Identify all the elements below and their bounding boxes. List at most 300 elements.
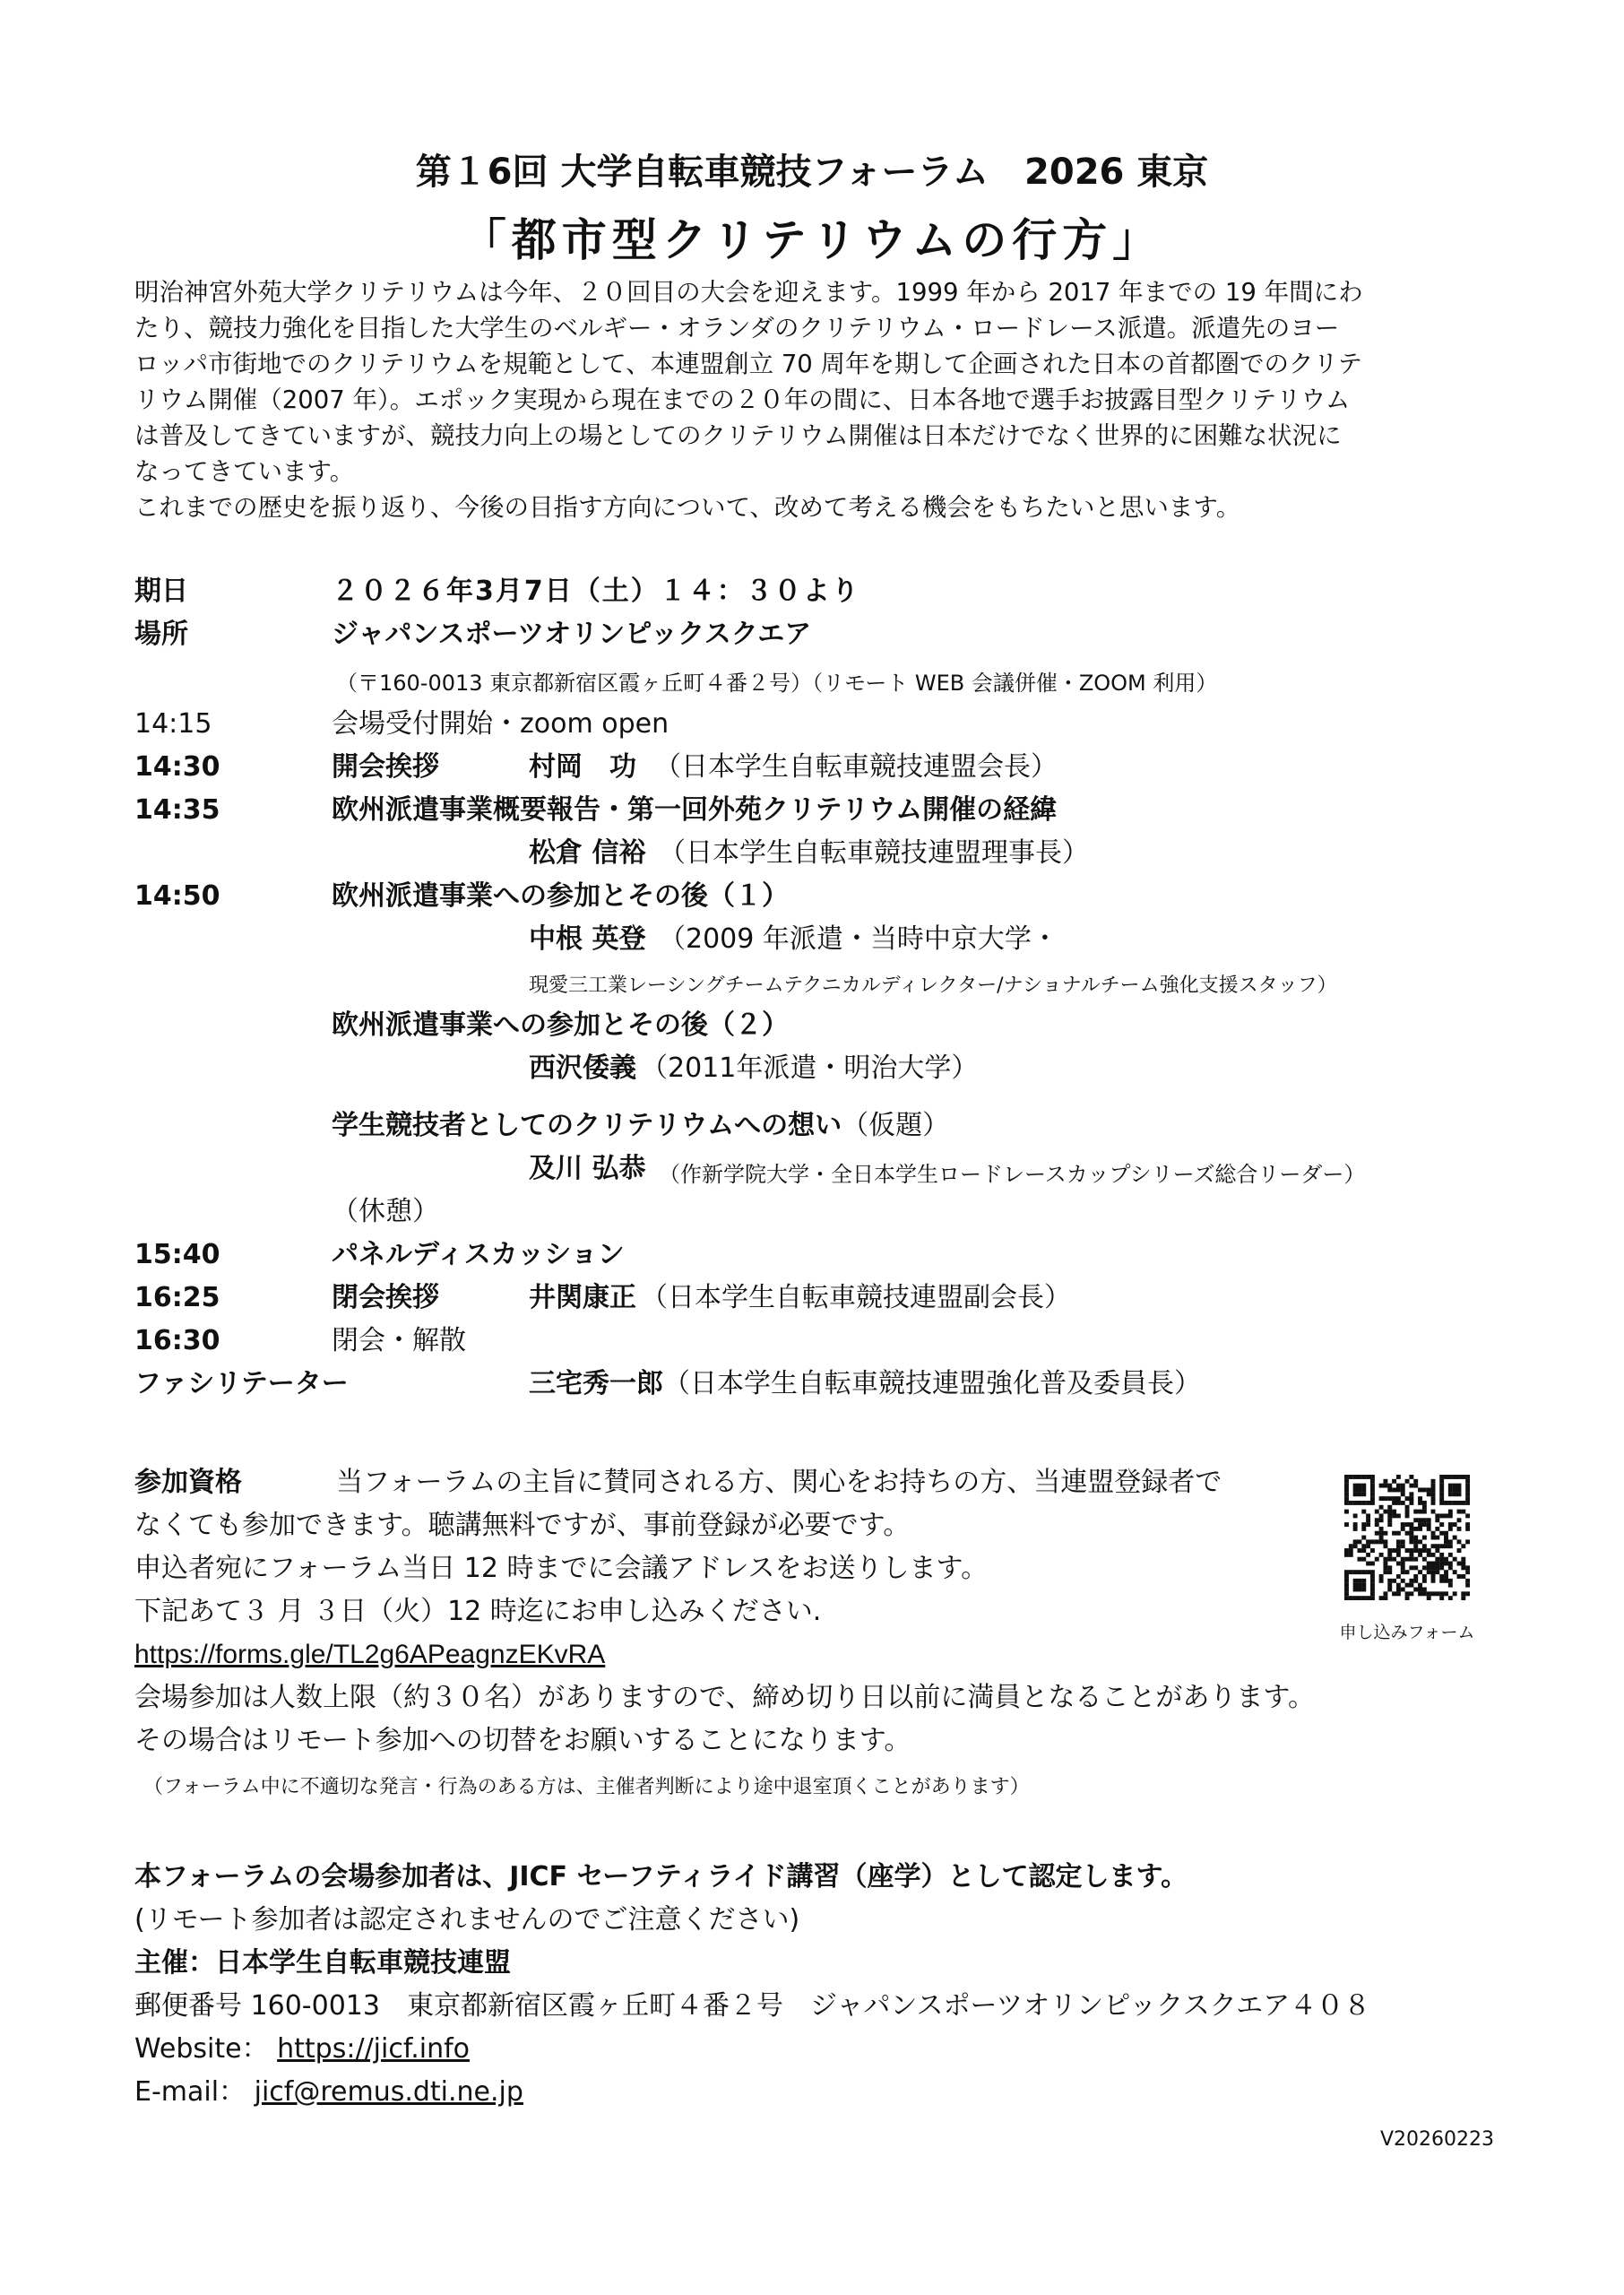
qr-module — [1383, 1570, 1387, 1574]
qr-module — [1361, 1596, 1366, 1600]
website-label: Website： — [134, 2033, 269, 2065]
qr-module — [1453, 1557, 1457, 1562]
qr-module — [1370, 1596, 1375, 1600]
qr-module — [1409, 1531, 1413, 1536]
qr-module — [1461, 1591, 1465, 1596]
qr-module — [1439, 1479, 1444, 1484]
qr-module — [1439, 1553, 1444, 1557]
qr-module — [1353, 1588, 1358, 1592]
qr-module — [1461, 1475, 1465, 1479]
qr-module — [1379, 1539, 1384, 1544]
qr-module — [1344, 1496, 1349, 1501]
qr-module — [1453, 1591, 1457, 1596]
qr-module — [1387, 1505, 1392, 1510]
qr-module — [1409, 1522, 1413, 1527]
qr-module — [1448, 1539, 1453, 1544]
qr-module — [1366, 1513, 1370, 1518]
qr-module — [1439, 1565, 1444, 1570]
qr-module — [1409, 1527, 1413, 1531]
qr-module — [1413, 1548, 1418, 1553]
qr-module — [1379, 1513, 1384, 1518]
speaker-role: （日本学生自転車競技連盟理事長） — [659, 837, 1089, 869]
qr-module — [1427, 1565, 1431, 1570]
qr-module — [1409, 1591, 1413, 1596]
qr-module — [1344, 1487, 1349, 1492]
qr-module — [1405, 1496, 1410, 1501]
qr-module — [1353, 1570, 1358, 1574]
qr-module — [1448, 1484, 1453, 1488]
qr-module — [1392, 1548, 1396, 1553]
qr-module — [1357, 1492, 1361, 1496]
qr-module — [1427, 1487, 1431, 1492]
form-link[interactable]: https://forms.gle/TL2g6APeagnzEKvRA — [134, 1640, 606, 1669]
forum-title: 第１6回 大学自転車競技フォーラム 2026 東京 — [415, 152, 1209, 193]
qr-module — [1349, 1548, 1353, 1553]
participation-line: その場合はリモート参加への切替をお願いすることになります。 — [134, 1725, 911, 1756]
qr-module — [1422, 1579, 1427, 1583]
qr-module — [1439, 1531, 1444, 1536]
qr-module — [1392, 1496, 1396, 1501]
qr-module — [1344, 1570, 1349, 1574]
qr-module — [1361, 1570, 1366, 1574]
qr-module — [1361, 1583, 1366, 1588]
qr-module — [1448, 1565, 1453, 1570]
qr-module — [1401, 1501, 1405, 1505]
qr-module — [1435, 1518, 1439, 1522]
qr-module — [1353, 1484, 1358, 1488]
qr-module — [1370, 1570, 1375, 1574]
qr-module — [1422, 1557, 1427, 1562]
qr-module — [1413, 1574, 1418, 1579]
qr-module — [1361, 1544, 1366, 1548]
qr-module — [1409, 1557, 1413, 1562]
qr-module — [1465, 1513, 1470, 1518]
time-1630: 16:30 — [134, 1325, 220, 1356]
qr-module — [1357, 1579, 1361, 1583]
qr-module — [1435, 1548, 1439, 1553]
qr-module — [1396, 1591, 1401, 1596]
qr-module — [1461, 1562, 1465, 1566]
qr-module — [1431, 1574, 1436, 1579]
qr-module — [1344, 1484, 1349, 1488]
qr-module — [1439, 1487, 1444, 1492]
qr-module — [1465, 1479, 1470, 1484]
qr-module — [1357, 1583, 1361, 1588]
qr-module — [1383, 1591, 1387, 1596]
qr-module — [1366, 1562, 1370, 1566]
qr-module — [1387, 1513, 1392, 1518]
qr-module — [1413, 1479, 1418, 1484]
qr-module — [1375, 1539, 1379, 1544]
qr-module — [1396, 1496, 1401, 1501]
speaker-role-cont: 現愛三工業レーシングチームテクニカルディレクター/ナショナルチーム強化支援スタッフ） — [529, 974, 1337, 997]
qr-module — [1357, 1557, 1361, 1562]
qr-module — [1405, 1570, 1410, 1574]
qr-module — [1379, 1579, 1384, 1583]
qr-module — [1366, 1596, 1370, 1600]
qr-module — [1409, 1539, 1413, 1544]
qr-module — [1431, 1531, 1436, 1536]
qr-module — [1418, 1570, 1422, 1574]
qr-module — [1413, 1527, 1418, 1531]
qr-module — [1457, 1574, 1462, 1579]
qr-module — [1375, 1522, 1379, 1527]
qr-module — [1392, 1557, 1396, 1562]
qr-module — [1366, 1522, 1370, 1527]
qr-module — [1413, 1484, 1418, 1488]
qr-module — [1431, 1487, 1436, 1492]
facilitator-role: （日本学生自転車競技連盟強化普及委員長） — [663, 1368, 1201, 1399]
qr-module — [1413, 1536, 1418, 1540]
qr-module — [1453, 1536, 1457, 1540]
qr-module — [1465, 1475, 1470, 1479]
time-1450: 14:50 — [134, 880, 220, 912]
qr-module — [1427, 1548, 1431, 1553]
qr-module — [1448, 1487, 1453, 1492]
qr-module — [1379, 1518, 1384, 1522]
qr-module — [1383, 1565, 1387, 1570]
opening-label: 開会挨拶 — [332, 751, 439, 783]
qr-module — [1427, 1596, 1431, 1600]
speaker-name: 松倉 信裕 — [529, 837, 646, 869]
qr-module — [1465, 1565, 1470, 1570]
place-value: ジャパンスポーツオリンピックスクエア — [332, 619, 812, 650]
qr-module — [1353, 1579, 1358, 1583]
qr-module — [1375, 1531, 1379, 1536]
qr-module — [1379, 1574, 1384, 1579]
qr-module — [1396, 1553, 1401, 1557]
qr-module — [1431, 1536, 1436, 1540]
qr-module — [1427, 1553, 1431, 1557]
qr-module — [1396, 1487, 1401, 1492]
qr-module — [1370, 1479, 1375, 1484]
qr-module — [1448, 1501, 1453, 1505]
qr-module — [1465, 1527, 1470, 1531]
qr-module — [1461, 1557, 1465, 1562]
reception-text: 会場受付開始・zoom open — [332, 708, 669, 740]
version-code: V20260223 — [1380, 2128, 1495, 2151]
qr-module — [1431, 1562, 1436, 1566]
qr-module — [1427, 1492, 1431, 1496]
qr-module — [1461, 1574, 1465, 1579]
qr-module — [1401, 1492, 1405, 1496]
session-title: 欧州派遣事業への参加とその後（１） — [332, 880, 789, 912]
qr-module — [1453, 1487, 1457, 1492]
qr-module — [1383, 1510, 1387, 1514]
qr-module — [1453, 1522, 1457, 1527]
intro-line: リウム開催（2007 年）。エポック実現から現在までの２０年の間に、日本各地で選手お披露目型クリテリウム — [134, 385, 1351, 414]
qr-module — [1439, 1574, 1444, 1579]
session-title: 学生競技者としてのクリテリウムへの想い — [332, 1110, 842, 1141]
qr-module — [1401, 1544, 1405, 1548]
qr-module — [1448, 1544, 1453, 1548]
qr-module — [1344, 1522, 1349, 1527]
qr-module — [1418, 1510, 1422, 1514]
qr-module — [1405, 1513, 1410, 1518]
email-label: E-mail： — [134, 2076, 246, 2108]
qr-module — [1427, 1570, 1431, 1574]
qr-module — [1431, 1553, 1436, 1557]
qr-module — [1353, 1544, 1358, 1548]
qr-module — [1444, 1557, 1448, 1562]
qr-module — [1401, 1527, 1405, 1531]
qr-module — [1448, 1510, 1453, 1514]
date-value: ２０２６年3月7日（土）１４：３０より — [332, 576, 860, 607]
qr-module — [1439, 1591, 1444, 1596]
qr-module — [1401, 1557, 1405, 1562]
qr-module — [1461, 1596, 1465, 1600]
qr-module — [1361, 1548, 1366, 1553]
qr-module — [1366, 1544, 1370, 1548]
qr-module — [1383, 1557, 1387, 1562]
qr-module — [1401, 1522, 1405, 1527]
qr-module — [1349, 1596, 1353, 1600]
qr-module — [1370, 1579, 1375, 1583]
qr-module — [1435, 1513, 1439, 1518]
qr-module — [1353, 1475, 1358, 1479]
qr-module — [1357, 1539, 1361, 1544]
qr-module — [1422, 1548, 1427, 1553]
qr-module — [1465, 1501, 1470, 1505]
facilitator-name: 三宅秀一郎 — [529, 1368, 663, 1399]
qr-module — [1379, 1553, 1384, 1557]
qr-module — [1379, 1536, 1384, 1540]
qr-module — [1366, 1553, 1370, 1557]
qr-module — [1396, 1562, 1401, 1566]
qr-module — [1392, 1579, 1396, 1583]
qr-module — [1344, 1553, 1349, 1557]
qr-module — [1413, 1510, 1418, 1514]
qr-module — [1418, 1501, 1422, 1505]
qr-module — [1427, 1518, 1431, 1522]
qr-module — [1418, 1527, 1422, 1531]
qr-module — [1361, 1522, 1366, 1527]
qr-module — [1387, 1557, 1392, 1562]
qr-module — [1431, 1570, 1436, 1574]
qr-module — [1448, 1553, 1453, 1557]
qr-module — [1370, 1492, 1375, 1496]
qr-module — [1361, 1492, 1366, 1496]
qr-module — [1435, 1562, 1439, 1566]
qr-module — [1353, 1522, 1358, 1527]
qr-module — [1409, 1501, 1413, 1505]
qr-module — [1361, 1579, 1366, 1583]
time-1415: 14:15 — [134, 708, 212, 740]
qr-module — [1439, 1475, 1444, 1479]
qr-module — [1349, 1544, 1353, 1548]
session-note: （仮題） — [842, 1110, 950, 1141]
speaker-name: 中根 英登 — [529, 923, 646, 955]
qr-module — [1431, 1579, 1436, 1583]
qr-module — [1444, 1539, 1448, 1544]
qr-module — [1405, 1596, 1410, 1600]
qr-module — [1344, 1475, 1349, 1479]
qr-module — [1405, 1505, 1410, 1510]
qr-module — [1392, 1591, 1396, 1596]
qr-module — [1396, 1583, 1401, 1588]
qr-module — [1431, 1484, 1436, 1488]
qr-module — [1405, 1510, 1410, 1514]
qr-module — [1418, 1487, 1422, 1492]
qr-module — [1448, 1475, 1453, 1479]
qr-module — [1401, 1588, 1405, 1592]
email-link[interactable]: jicf@remus.dti.ne.jp — [254, 2076, 523, 2108]
qr-module — [1353, 1596, 1358, 1600]
qr-module — [1457, 1548, 1462, 1553]
qr-module — [1387, 1553, 1392, 1557]
qr-module — [1344, 1501, 1349, 1505]
speaker-name: 及川 弘恭 — [529, 1153, 646, 1184]
qr-module — [1465, 1591, 1470, 1596]
qr-module — [1418, 1588, 1422, 1592]
qr-module — [1435, 1544, 1439, 1548]
speaker-role: （日本学生自転車競技連盟副会長） — [641, 1282, 1071, 1313]
qr-module — [1366, 1539, 1370, 1544]
qr-module — [1344, 1548, 1349, 1553]
session-title: 欧州派遣事業概要報告・第一回外苑クリテリウム開催の経緯 — [332, 794, 1058, 826]
qr-module — [1379, 1531, 1384, 1536]
qr-module — [1361, 1484, 1366, 1488]
qr-module — [1353, 1501, 1358, 1505]
intro-paragraph — [134, 274, 1506, 525]
qr-module — [1370, 1496, 1375, 1501]
qr-module — [1461, 1510, 1465, 1514]
qr-module — [1401, 1539, 1405, 1544]
qr-module — [1431, 1591, 1436, 1596]
facilitator-label: ファシリテーター — [134, 1368, 349, 1399]
qr-module — [1465, 1522, 1470, 1527]
qr-module — [1396, 1475, 1401, 1479]
qr-module — [1370, 1484, 1375, 1488]
qr-module — [1361, 1487, 1366, 1492]
session-title: 欧州派遣事業への参加とその後（２） — [332, 1009, 789, 1041]
qr-module — [1431, 1479, 1436, 1484]
forum-theme: 「都市型クリテリウムの行方」 — [461, 214, 1163, 266]
qr-module — [1349, 1570, 1353, 1574]
qr-module — [1413, 1579, 1418, 1583]
qr-module — [1370, 1539, 1375, 1544]
qr-module — [1370, 1487, 1375, 1492]
qr-module — [1387, 1522, 1392, 1527]
qr-module — [1431, 1510, 1436, 1514]
qr-module — [1344, 1574, 1349, 1579]
website-link[interactable]: https://jicf.info — [277, 2033, 471, 2065]
qr-module — [1422, 1574, 1427, 1579]
qr-module — [1448, 1596, 1453, 1600]
qr-module — [1357, 1475, 1361, 1479]
qr-module — [1392, 1531, 1396, 1536]
conduct-note: （フォーラム中に不適切な発言・行為のある方は、主催者判断により途中退室頂くことがあります） — [143, 1776, 1030, 1798]
qr-caption: 申し込みフォーム — [1339, 1623, 1475, 1642]
qr-module — [1439, 1557, 1444, 1562]
qr-module — [1392, 1501, 1396, 1505]
qr-module — [1401, 1565, 1405, 1570]
qr-module — [1401, 1484, 1405, 1488]
qr-module — [1383, 1562, 1387, 1566]
qr-module — [1439, 1496, 1444, 1501]
qr-module — [1409, 1492, 1413, 1496]
qr-module — [1435, 1527, 1439, 1531]
qr-module — [1353, 1492, 1358, 1496]
qr-module — [1344, 1492, 1349, 1496]
qr-module — [1418, 1522, 1422, 1527]
qr-module — [1444, 1501, 1448, 1505]
qr-module — [1453, 1570, 1457, 1574]
qr-module — [1427, 1527, 1431, 1531]
qr-module — [1387, 1565, 1392, 1570]
panel-title: パネルディスカッション — [332, 1239, 625, 1270]
qr-code-icon[interactable] — [1344, 1475, 1470, 1600]
qr-module — [1431, 1544, 1436, 1548]
qr-module — [1444, 1562, 1448, 1566]
qr-module — [1370, 1583, 1375, 1588]
qr-module — [1353, 1487, 1358, 1492]
qr-module — [1422, 1487, 1427, 1492]
qr-module — [1357, 1501, 1361, 1505]
session-title-row — [332, 1108, 949, 1144]
qr-module — [1361, 1501, 1366, 1505]
qr-module — [1396, 1588, 1401, 1592]
certification-text: 本フォーラムの会場参加者は、JICF セーフティライド講習（座学）として認定します。 — [134, 1861, 1188, 1892]
qr-module — [1344, 1510, 1349, 1514]
qr-module — [1370, 1475, 1375, 1479]
qr-module — [1422, 1501, 1427, 1505]
qr-module — [1392, 1479, 1396, 1484]
qr-module — [1461, 1544, 1465, 1548]
participation-line: なくても参加できます。聴講無料ですが、事前登録が必要です。 — [134, 1510, 911, 1541]
qr-module — [1431, 1565, 1436, 1570]
qr-module — [1387, 1487, 1392, 1492]
qr-module — [1401, 1487, 1405, 1492]
qr-module — [1465, 1484, 1470, 1488]
qr-module — [1375, 1518, 1379, 1522]
qr-module — [1465, 1496, 1470, 1501]
qr-module — [1439, 1562, 1444, 1566]
qr-module — [1465, 1487, 1470, 1492]
qr-module — [1387, 1570, 1392, 1574]
closing-label: 閉会挨拶 — [332, 1282, 439, 1313]
qr-module — [1413, 1565, 1418, 1570]
qr-module — [1422, 1522, 1427, 1527]
qr-module — [1422, 1505, 1427, 1510]
qr-module — [1413, 1557, 1418, 1562]
qr-module — [1457, 1487, 1462, 1492]
website-row — [134, 2031, 470, 2067]
qr-module — [1370, 1588, 1375, 1592]
qr-module — [1361, 1557, 1366, 1562]
qr-module — [1401, 1562, 1405, 1566]
qr-module — [1396, 1513, 1401, 1518]
qr-module — [1366, 1501, 1370, 1505]
qr-module — [1392, 1487, 1396, 1492]
qr-module — [1370, 1591, 1375, 1596]
qr-module — [1387, 1518, 1392, 1522]
qr-module — [1422, 1565, 1427, 1570]
qr-module — [1457, 1539, 1462, 1544]
qr-module — [1444, 1591, 1448, 1596]
qr-module — [1379, 1484, 1384, 1488]
qr-module — [1435, 1565, 1439, 1570]
participation-label: 参加資格 — [134, 1467, 242, 1498]
qr-module — [1422, 1591, 1427, 1596]
speaker-role: （2009 年派遣・当時中京大学・ — [659, 923, 1058, 955]
qr-module — [1344, 1588, 1349, 1592]
qr-module — [1422, 1536, 1427, 1540]
qr-module — [1457, 1475, 1462, 1479]
place-label: 場所 — [134, 619, 188, 650]
qr-module — [1349, 1475, 1353, 1479]
time-1540: 15:40 — [134, 1239, 220, 1270]
